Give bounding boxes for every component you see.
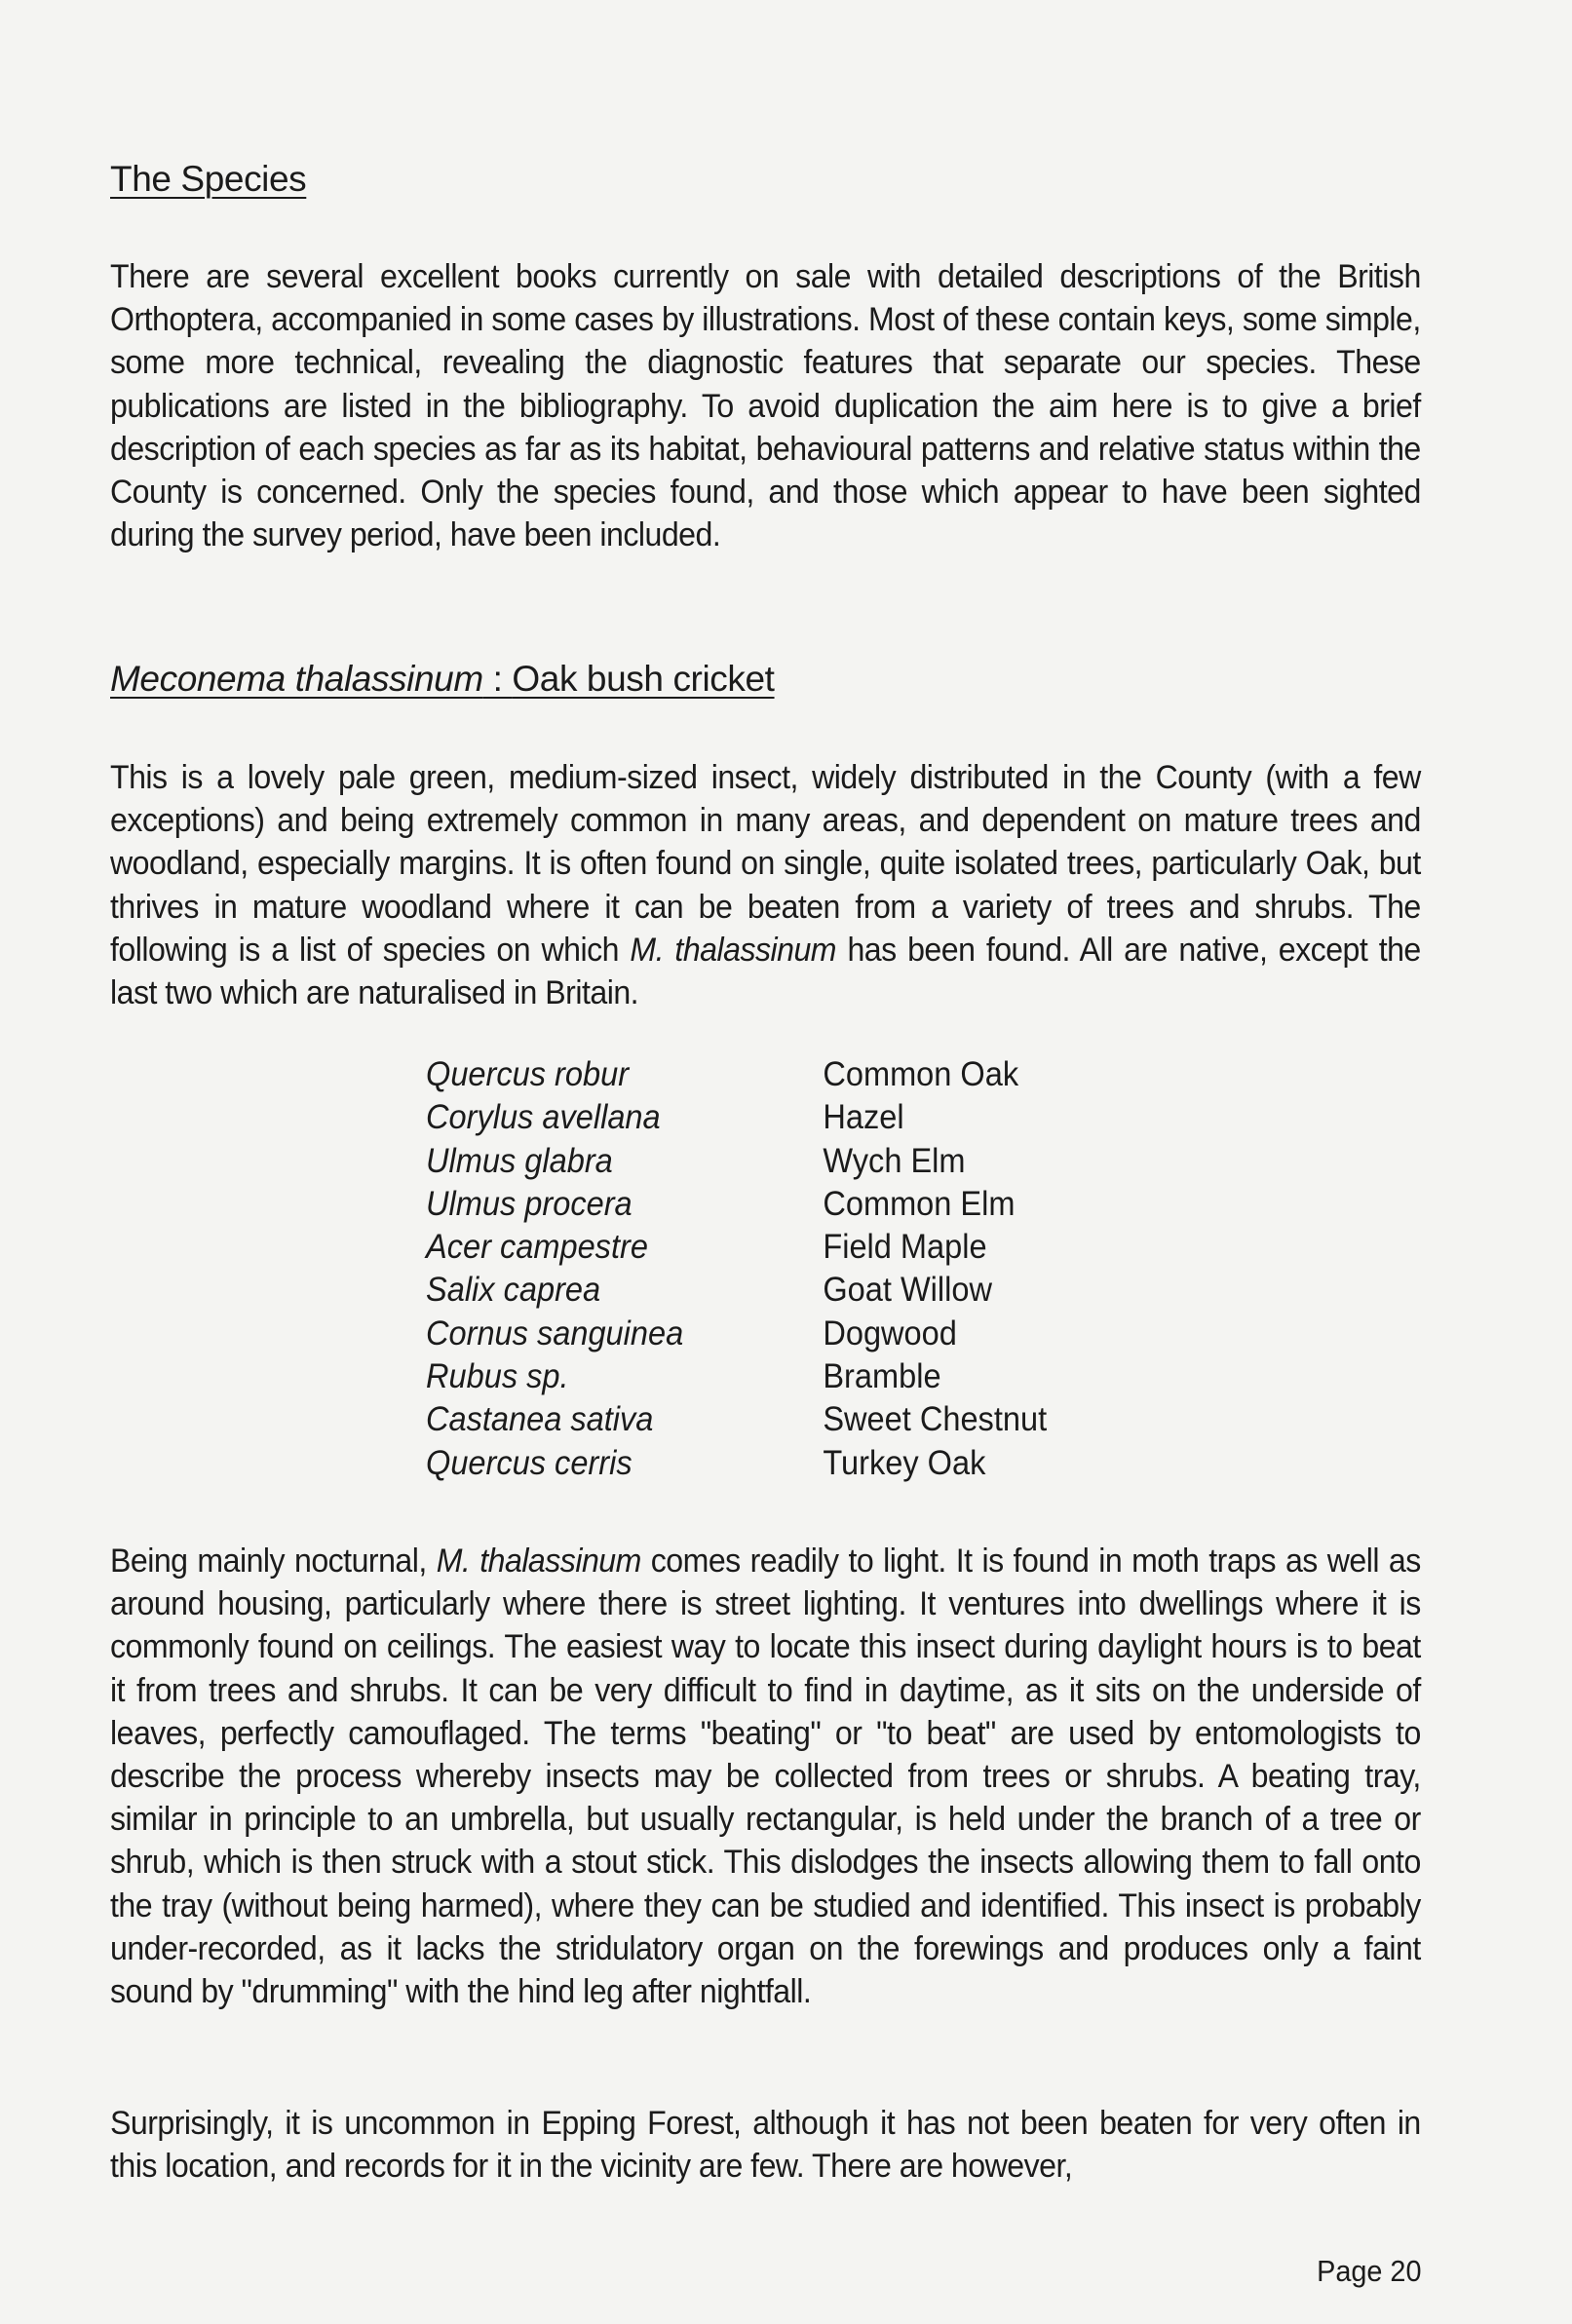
distribution-paragraph	[110, 2102, 1421, 2188]
heading-common-name: Oak bush cricket	[512, 659, 775, 699]
species-row	[426, 1226, 1047, 1269]
species-latin-name: Cornus sanguinea	[426, 1314, 684, 1352]
species-common-name: Turkey Oak	[823, 1443, 986, 1482]
species-latin-name: Corylus avellana	[426, 1098, 661, 1137]
species-common-name: Common Elm	[823, 1184, 1016, 1223]
species-common-name: Goat Willow	[823, 1271, 992, 1310]
para1-species-name: M. thalassinum	[630, 931, 837, 969]
species-latin-name: Ulmus procera	[426, 1184, 633, 1223]
heading-latin-name: Meconema thalassinum	[110, 659, 483, 699]
para2-text-b: comes readily to light. It is found in moth traps as well as around housing, particularly where there is street lighting. It ventures into dwellings where it is commonly found on ceilings. The easiest way to locate this insect during daylight hours is to beat it from trees and shrubs. It can be very difficult to find in daytime, as it sits on the underside of leaves, perfectly camouflaged. The terms "beating" or "to beat" are used by entomologists to describe the process whereby insects may be collected from trees or shrubs. A beating tray, similar in principle to an umbrella, but usually rectangular, is held under the branch of a tree or shrub, which is then struck with a stout stick. This dislodges the insects allowing them to fall onto the tray (without being harmed), where they can be studied and identified. This insect is probably under-recorded, as it lacks the stridulatory organ on the forewings and produces only a faint sound by "drumming" with the hind leg after nightfall.	[110, 1543, 1421, 2011]
species-row	[426, 1096, 1047, 1139]
species-common-name: Wych Elm	[823, 1141, 966, 1180]
species-common-name: Common Oak	[823, 1055, 1019, 1093]
species-row	[426, 1355, 1047, 1398]
intro-paragraph-text: There are several excellent books currently on sale with detailed descriptions of the British Orthoptera, accompanied in some cases by illustrations. Most of these contain keys, some simple, some more technical, revealing the diagnostic features that separate our species. These publications are listed in the bibliography. To avoid duplication the aim here is to give a brief description of each species as far as its habitat, behavioural patterns and relative status within the County is concerned. Only the species found, and those which appear to have been sighted during the survey period, have been included.	[110, 258, 1421, 554]
species-latin-name: Castanea sativa	[426, 1400, 654, 1439]
para1-text-b: has been found. All are native, except the last two which are naturalised in Britain.	[110, 931, 1421, 1012]
host-tree-species-list	[426, 1053, 1047, 1485]
species-common-name: Dogwood	[823, 1314, 957, 1352]
species-latin-name: Acer campestre	[426, 1228, 648, 1267]
species-row	[426, 1442, 1047, 1485]
heading-separator: :	[482, 659, 513, 699]
species-row	[426, 1053, 1047, 1096]
species-row	[426, 1398, 1047, 1441]
species-row	[426, 1269, 1047, 1312]
species-row	[426, 1313, 1047, 1355]
species-row	[426, 1183, 1047, 1226]
species-common-name: Bramble	[823, 1357, 941, 1396]
species-common-name: Hazel	[823, 1098, 904, 1137]
species-latin-name: Quercus cerris	[426, 1443, 633, 1482]
behaviour-paragraph	[110, 1540, 1421, 2013]
page-number: Page 20	[1316, 2254, 1421, 2288]
species-latin-name: Salix caprea	[426, 1271, 601, 1310]
section-heading-the-species: The Species	[110, 159, 307, 199]
para1-text-a: This is a lovely pale green, medium-sized insect, widely distributed in the County (with a few exceptions) and being extremely common in many areas, and dependent on mature trees and woodland, especially margins. It is often found on single, quite isolated trees, particularly Oak, but thrives in mature woodland where it can be beaten from a variety of trees and shrubs. The following is a list of species on which	[110, 759, 1421, 969]
species-row	[426, 1140, 1047, 1183]
para2-text-a: Being mainly nocturnal,	[110, 1543, 437, 1580]
species-latin-name: Quercus robur	[426, 1055, 630, 1093]
species-latin-name: Rubus sp.	[426, 1357, 569, 1396]
species-common-name: Sweet Chestnut	[823, 1400, 1048, 1439]
para3-text: Surprisingly, it is uncommon in Epping Forest, although it has not been beaten for very often in this location, and records for it in the vicinity are few. There are however,	[110, 2105, 1421, 2186]
description-paragraph	[110, 756, 1421, 1014]
section-heading-oak-bush-cricket	[110, 661, 775, 697]
intro-paragraph	[110, 255, 1421, 556]
species-common-name: Field Maple	[823, 1228, 987, 1267]
para2-species-name: M. thalassinum	[436, 1543, 641, 1580]
species-latin-name: Ulmus glabra	[426, 1141, 613, 1180]
